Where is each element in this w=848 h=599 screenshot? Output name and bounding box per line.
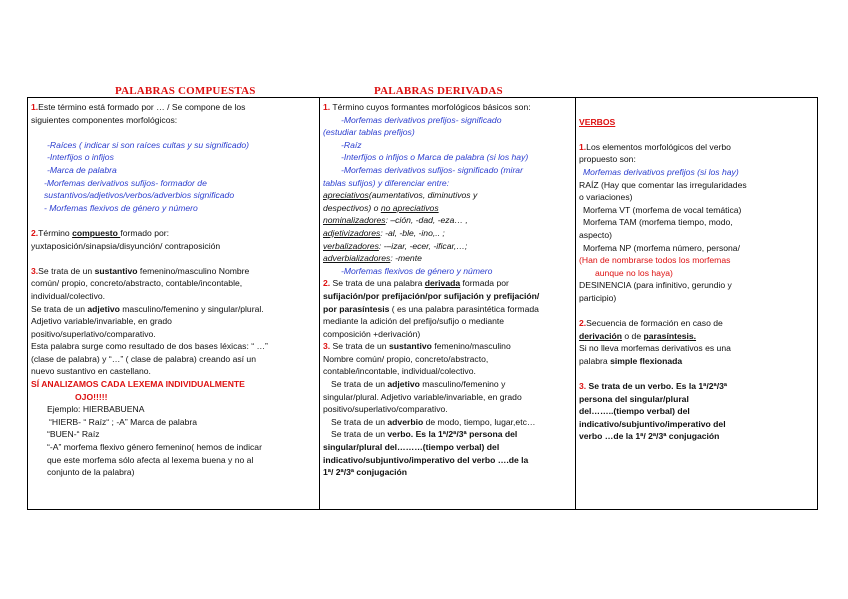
text: adjetivizadores (323, 227, 381, 238)
text: masculino/femenino y singular/plural. (119, 303, 264, 314)
c3-line (579, 317, 814, 330)
text: apreciativos (323, 190, 369, 201)
text: Se trata de un (330, 341, 389, 352)
c2-line: composición +derivación) (323, 328, 421, 339)
c2-line: singular/plural. Adjetivo variable/invariable, en grado (323, 391, 522, 402)
text: adjetivo (87, 303, 120, 314)
c3-line: del……..(tiempo verbal) del (579, 406, 690, 417)
text: Se trata de un (31, 303, 88, 314)
text: verbo. Es la 1ª/2ª/3ª persona del (387, 429, 518, 440)
c2-line: positivo/superlativo/comparativo. (323, 404, 448, 415)
c1-bullet: -Marca de palabra (47, 164, 117, 175)
c1-bullet: sustantivos/adjetivos/verbos/adverbios significado (44, 190, 235, 201)
c2-line (323, 189, 572, 202)
c1-line: (clase de palabra) y “…” ( clase de palabra) creando así un (31, 353, 256, 364)
c1-line: Esta palabra surge como resultado de dos bases léxicas: “ …” (31, 341, 268, 352)
c1-line: Adjetivo variable/invariable, en grado (31, 316, 172, 327)
c2-line (323, 277, 572, 290)
c2-line (323, 416, 572, 429)
c1-line (31, 227, 316, 240)
c3-line: aspecto) (579, 229, 612, 240)
text: verbalizadores (323, 240, 379, 251)
c2-line (323, 340, 572, 353)
text: o de (622, 330, 644, 341)
text: adjetivo (387, 379, 420, 390)
text: Se trata de un (331, 416, 388, 427)
c2-bullet: -Morfemas derivativos prefijos- significado (341, 114, 502, 125)
text: Término (38, 227, 73, 238)
num-1: 1. (323, 102, 331, 112)
analizamos-heading: SÍ ANALIZAMOS CADA LEXEMA INDIVIDUALMENTE (31, 379, 245, 390)
c2-line (323, 214, 572, 227)
c3-line: Si no lleva morfemas derivativos es una (579, 343, 731, 354)
text: : –ción, -dad, -eza… , (385, 215, 468, 226)
c3-line: Morfema TAM (morfema tiempo, modo, (583, 217, 733, 228)
c2-bullet: -Interfijos o infijos o Marca de palabra (si los hay) (341, 152, 529, 163)
text: adverbializadores (323, 253, 391, 264)
c3-line: participio) (579, 292, 617, 303)
cell-derivadas (320, 98, 576, 510)
text: ( es una palabra parasintética formada (389, 303, 539, 314)
spacer (31, 214, 316, 227)
verbos-heading: VERBOS (579, 116, 616, 127)
c2-line: sufijación/por prefijación/por sufijación y prefijación/ (323, 290, 540, 301)
c2-line (323, 240, 572, 253)
c2-bullet: (estudiar tablas prefijos) (323, 127, 415, 138)
text: Término cuyos formantes morfológicos básicos son: (330, 102, 531, 112)
spacer (579, 367, 814, 380)
text: Se trata de un verbo. Es la 1ª/2ª/3ª (586, 381, 728, 392)
c2-line (323, 252, 572, 265)
text: por parasíntesis (323, 303, 390, 314)
c3-line: o variaciones) (579, 192, 633, 203)
c3-line (579, 355, 814, 368)
text: palabra (579, 355, 611, 366)
c3-line: propuesto son: (579, 154, 636, 165)
text: de modo, tiempo, lugar,etc… (423, 416, 536, 427)
spacer (31, 126, 316, 139)
text: despectivos) o (323, 202, 381, 213)
c1-bullet: -Morfemas derivativos sufijos- formador de (44, 177, 207, 188)
text: adverbio (387, 416, 424, 427)
text: formada por (460, 278, 509, 289)
c1-line (31, 303, 316, 316)
text: nominalizadores (323, 215, 386, 226)
c2-line: mediante la adición del prefijo/sufijo o mediante (323, 316, 505, 327)
text: femenino/masculino (431, 341, 511, 352)
cell-verbos (576, 98, 818, 510)
text: femenino/masculino Nombre (137, 265, 250, 276)
example-line: “-A” morfema flexivo género femenino( hemos de indicar (47, 442, 262, 453)
c1-line (31, 101, 316, 114)
c2-line: indicativo/subjuntivo/imperativo del verbo ….de la (323, 454, 529, 465)
c3-line: verbo …de la 1ª/ 2ª/3ª conjugación (579, 431, 720, 442)
c2-line (323, 227, 572, 240)
text: : -mente (390, 253, 422, 264)
c2-line (323, 303, 572, 316)
c2-bullet: -Morfemas derivativos sufijos- significado (mirar (341, 164, 523, 175)
header-compuestas: PALABRAS COMPUESTAS (115, 85, 256, 97)
text: : -al, -ble, -ino,.. ; (380, 227, 445, 238)
num-1: 1. (579, 141, 587, 152)
text: : -–izar, -ecer, -ificar,…; (378, 240, 468, 251)
text: derivada (424, 278, 461, 289)
c1-line: yuxtaposición/sinapsia/disyunción/ contraposición (31, 240, 221, 251)
text: Se trata de una palabra (330, 278, 425, 289)
c1-line: común/ propio, concreto/abstracto, contable/incontable, (31, 278, 243, 289)
c3-line: Morfema VT (morfema de vocal temática) (583, 204, 742, 215)
c2-line: 1ª/ 2ª/3ª conjugación (323, 467, 408, 478)
c2-bullet: -Raíz (341, 139, 362, 150)
example-line: Ejemplo: HIERBABUENA (47, 404, 145, 415)
text: compuesto (72, 227, 121, 238)
c2-bullet: -Morfemas flexivos de género y número (341, 265, 493, 276)
c3-bullet: Morfemas derivativos prefijos (si los hay) (583, 166, 739, 177)
c3-line (579, 141, 814, 154)
header-derivadas: PALABRAS DERIVADAS (374, 85, 503, 97)
c2-line (323, 101, 572, 114)
num-2: 2. (579, 318, 587, 329)
num-3: 3. (323, 341, 331, 352)
c1-bullet: - Morfemas flexivos de género y número (44, 202, 198, 213)
spacer (579, 305, 814, 318)
num-1: 1. (31, 102, 39, 112)
c2-line: contable/incontable, individual/colectivo. (323, 366, 476, 377)
c1-line: siguientes componentes morfológicos: (31, 114, 178, 125)
c2-line (323, 378, 572, 391)
c2-line: Nombre común/ propio, concreto/abstracto, (323, 353, 489, 364)
c1-line (31, 265, 316, 278)
cell-compuestas (28, 98, 320, 510)
text: formado por: (120, 227, 170, 238)
c3-line: Morfema NP (morfema número, persona/ (583, 242, 740, 253)
text: parasíntesis. (643, 330, 697, 341)
spacer (579, 128, 814, 141)
text: sustantivo (388, 341, 432, 352)
text: simple flexionada (610, 355, 683, 366)
c1-bullet: -Raíces ( indicar si son raíces cultas y su significado) (47, 139, 250, 150)
c1-line: positivo/superlativo/comparativo. (31, 328, 156, 339)
c3-line: RAÍZ (Hay que comentar las irregularidades (579, 179, 747, 190)
text: Se trata de un (331, 429, 388, 440)
example-line: que este morfema sólo afecta al lexema buena y no al (47, 454, 254, 465)
c3-line: persona del singular/plural (579, 393, 689, 404)
num-2: 2. (323, 278, 331, 289)
ojo-note: OJO!!!!! (75, 391, 108, 402)
text: Este término está formado por … / Se compone de los (38, 102, 246, 112)
text: (aumentativos, diminutivos y (368, 190, 478, 201)
example-line: conjunto de la palabra) (47, 467, 135, 478)
example-line: “HIERB- “ Raíz“ ; -A” Marca de palabra (49, 416, 198, 427)
spacer (579, 101, 814, 114)
num-3: 3. (31, 265, 39, 276)
c1-bullet: -Interfijos o infijos (47, 152, 114, 163)
text: Los elementos morfológicos del verbo (586, 141, 731, 152)
text: Se trata de un (38, 265, 95, 276)
num-2: 2. (31, 227, 39, 238)
c3-note: aunque no los haya) (595, 267, 673, 278)
c1-line: nuevo sustantivo en castellano. (31, 366, 151, 377)
morphology-table (27, 97, 818, 510)
c2-line: singular/plural del………(tiempo verbal) del (323, 442, 500, 453)
text: no apreciativos (380, 202, 439, 213)
text: Se trata de un (331, 379, 388, 390)
text: derivación (579, 330, 622, 341)
c3-line: DESINENCIA (para infinitivo, gerundio y (579, 280, 732, 291)
text: Secuencia de formación en caso de (586, 318, 723, 329)
c2-line (323, 202, 572, 215)
example-line: “BUEN-“ Raíz (47, 429, 100, 440)
c3-line (579, 330, 814, 343)
c1-line: individual/colectivo. (31, 290, 106, 301)
c2-bullet: tablas sufijos) y diferenciar entre: (323, 177, 450, 188)
c3-note: (Han de nombrarse todos los morfemas (579, 255, 731, 266)
num-3: 3. (579, 381, 587, 392)
c2-line (323, 428, 572, 441)
text: sustantivo (94, 265, 138, 276)
c3-line (579, 380, 814, 393)
c3-line: indicativo/subjuntivo/imperativo del (579, 418, 726, 429)
text: masculino/femenino y (419, 379, 506, 390)
spacer (31, 252, 316, 265)
